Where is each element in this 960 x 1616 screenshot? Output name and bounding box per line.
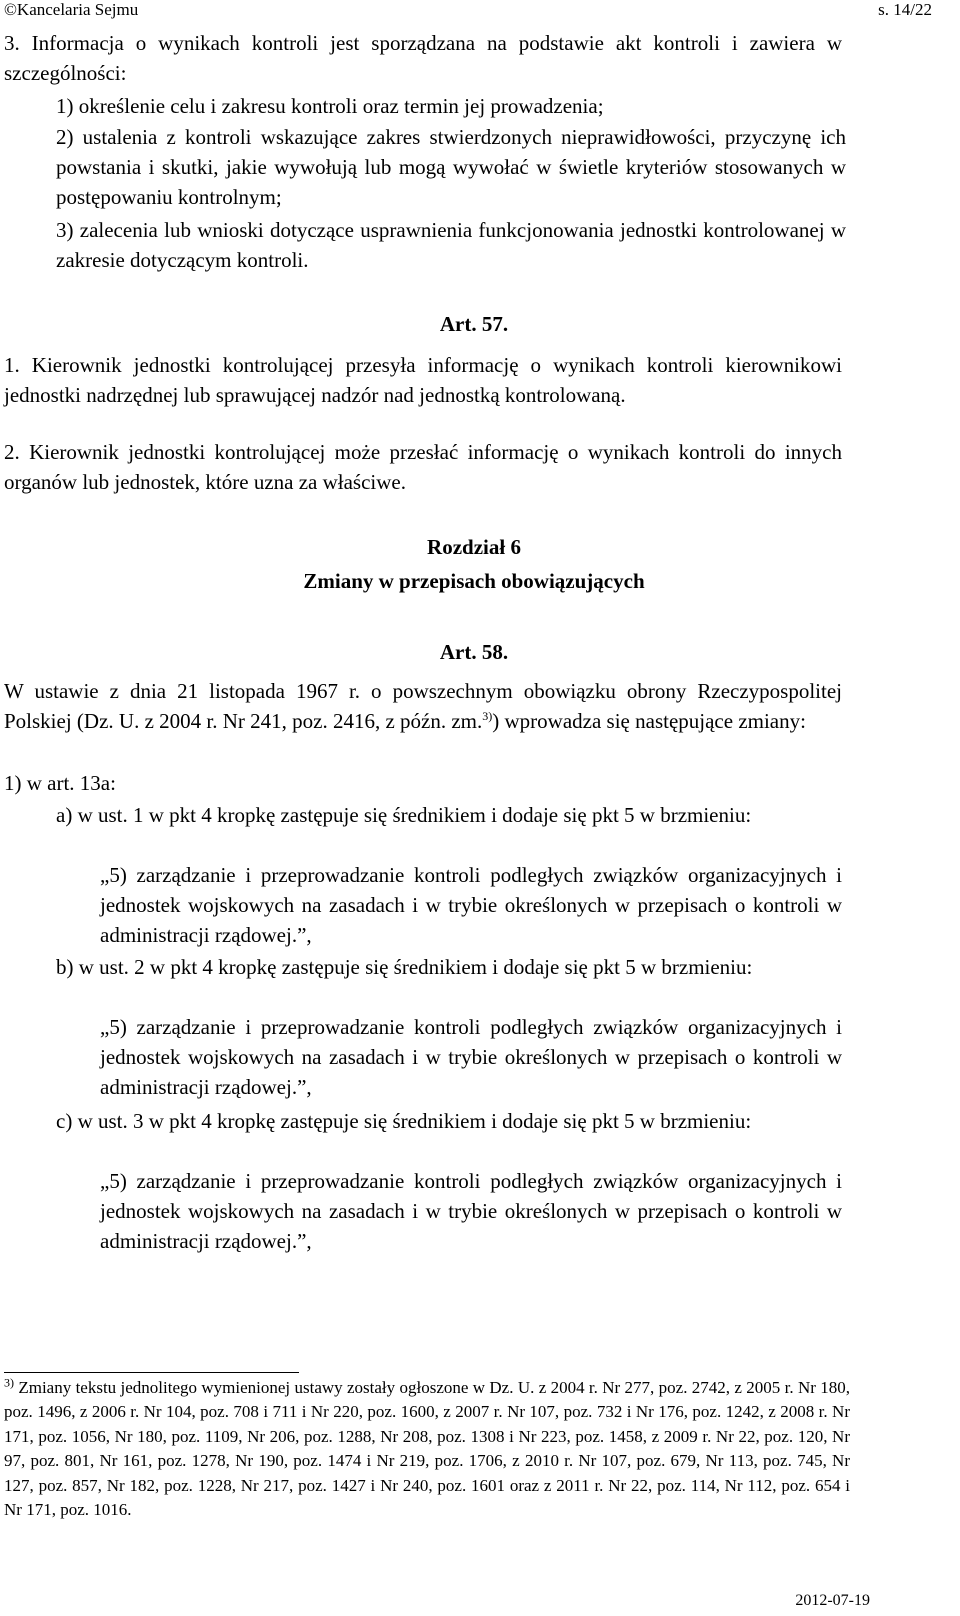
subpoint-b-quote: „5) zarządzanie i przeprowadzanie kontroli podległych związków organizacyjnych i jednostek wojskowych na zasadach i w trybie określonych w przepisach o kontroli w administracji rządowej.”, [100,1015,842,1099]
subpoint-a-quote: „5) zarządzanie i przeprowadzanie kontroli podległych związków organizacyjnych i jednostek wojskowych na zasadach i w trybie określonych w przepisach o kontroli w administracji rządowej.”, [100,863,842,947]
footnote: $^{3)}$ Zmiany tekstu jednolitego wymienionej ustawy zostały ogłoszone w Dz. U. z 2004 r. Nr 277, poz. 2742, z 2005 r. Nr 180, poz. 1496, z 2006 r. Nr 104, poz. 708 i 711 i Nr 220, poz. 1600, z 2007 r. Nr 107, poz. 732 i Nr 176, poz. 1242, z 2008 r. Nr 171, poz. 1056, Nr 180, poz. 1109, Nr 206, poz. 1288, Nr 208, poz. 1308 i Nr 223, poz. 1458, z 2009 r. Nr 22, poz. 120, Nr 97, poz. 801, Nr 161, poz. 1278, Nr 190, poz. 1474 i Nr 219, poz. 1706, z 2010 r. Nr 107, poz. 679, Nr 113, poz. 745, Nr 127, poz. 857, Nr 182, poz. 1228, Nr 217, poz. 1427 i Nr 240, poz. 1601 oraz z 2011 r. Nr 22, poz. 114, Nr 112, poz. 654 i Nr 171, poz. 1016. [4,1375,850,1520]
subpoint-a: a) w ust. 1 w pkt 4 kropkę zastępuje się średnikiem i dodaje się pkt 5 w brzmieniu: [56,803,752,827]
footnote-mark: 3) [4,1375,14,1390]
chapter-title: Zmiany w przepisach obowiązujących [303,569,645,593]
paragraph-3: 3. Informacja o wynikach kontroli jest sporządzana na podstawie akt kontroli i zawiera w szczególności: [4,31,842,85]
chapter-number: Rozdział 6 [427,535,521,559]
header-copyright: ©Kancelaria Sejmu [4,0,139,19]
page-number: s. 14/22 [878,0,932,19]
footnote-separator [4,1372,299,1373]
art58-point-1: 1) w art. 13a: [4,771,116,795]
art57-paragraph-1: 1. Kierownik jednostki kontrolującej przesyła informację o wynikach kontroli kierownikowi jednostki nadrzędnej lub sprawującej nadzór nad jednostką kontrolowaną. [4,353,842,407]
document-date: 2012-07-19 [795,1592,870,1609]
list-item-2: 2) ustalenia z kontroli wskazujące zakres stwierdzonych nieprawidłowości, przyczynę ich powstania i skutki, jakie wywołują lub mogą wywołać w świetle kryteriów stosowanych w postępowaniu kontrolnym; [56,125,846,209]
art57-title: Art. 57. [439,312,509,336]
list-item-1: 1) określenie celu i zakresu kontroli oraz termin jej prowadzenia; [56,94,604,118]
footnote-ref: 3) [482,709,493,723]
subpoint-c: c) w ust. 3 w pkt 4 kropkę zastępuje się średnikiem i dodaje się pkt 5 w brzmieniu: [56,1109,752,1133]
list-item-3: 3) zalecenia lub wnioski dotyczące usprawnienia funkcjonowania jednostki kontrolowanej w zakresie dotyczącym kontroli. [56,218,846,272]
art57-paragraph-2: 2. Kierownik jednostki kontrolującej może przesłać informację o wynikach kontroli do innych organów lub jednostek, które uzna za właściwe. [4,440,842,494]
art58-intro: W ustawie z dnia 21 listopada 1967 r. o powszechnym obowiązku obrony Rzeczypospolitej Polskiej (Dz. U. z 2004 r. Nr 241, poz. 2416, z późn. zm.$^{3)}$) wprowadza się następujące zmiany: [4,679,842,733]
subpoint-b: b) w ust. 2 w pkt 4 kropkę zastępuje się średnikiem i dodaje się pkt 5 w brzmieniu: [56,955,753,979]
subpoint-c-quote: „5) zarządzanie i przeprowadzanie kontroli podległych związków organizacyjnych i jednostek wojskowych na zasadach i w trybie określonych w przepisach o kontroli w administracji rządowej.”, [100,1169,842,1253]
art58-title: Art. 58. [439,640,509,664]
